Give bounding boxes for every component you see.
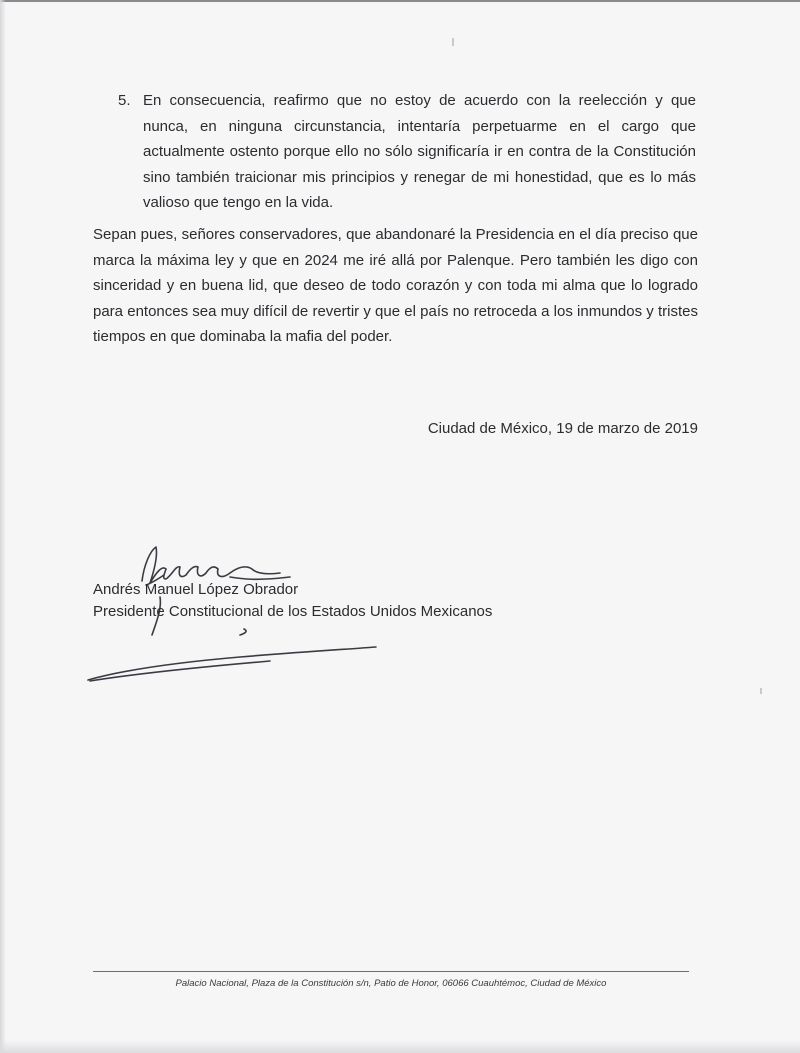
scan-speck	[452, 38, 454, 46]
closing-paragraph: Sepan pues, señores conservadores, que abandonaré la Presidencia en el día preciso que marca la máxima ley y que en 2024 me iré allá por Palenque. Pero también les digo con sinceridad y en buena lid, que deseo de todo corazón y con toda mi alma que lo logrado para entonces sea muy difícil de revertir y que el país no retroceda a los inmundos y tristes tiempos en que dominaba la mafia del poder.	[93, 226, 698, 345]
list-item-text: En consecuencia, reafirmo que no estoy de acuerdo con la reelección y que nunca, en ninguna circunstancia, intentaría perpetuarme en el cargo que actualmente ostento porque ello no sólo significaría ir en contra de la Constitución sino también traicionar mis principios y renegar de mi honestidad, que es lo más valioso que tengo en la vida.	[143, 92, 696, 211]
list-item-number: 5.	[118, 92, 131, 109]
place-date: Ciudad de México, 19 de marzo de 2019	[427, 420, 698, 437]
scan-speck	[760, 688, 762, 694]
signer-title: Presidente Constitucional de los Estados Unidos Mexicanos	[93, 603, 493, 620]
footer-divider	[93, 971, 689, 972]
signer-name: Andrés Manuel López Obrador	[93, 581, 299, 598]
footer-address: Palacio Nacional, Plaza de la Constitución s/n, Patio de Honor, 06066 Cuauhtémoc, Ciudad de México	[175, 978, 607, 989]
page-left-shadow	[0, 0, 6, 1053]
page-bottom-shadow	[0, 1040, 800, 1053]
page-top-border	[0, 0, 800, 2]
